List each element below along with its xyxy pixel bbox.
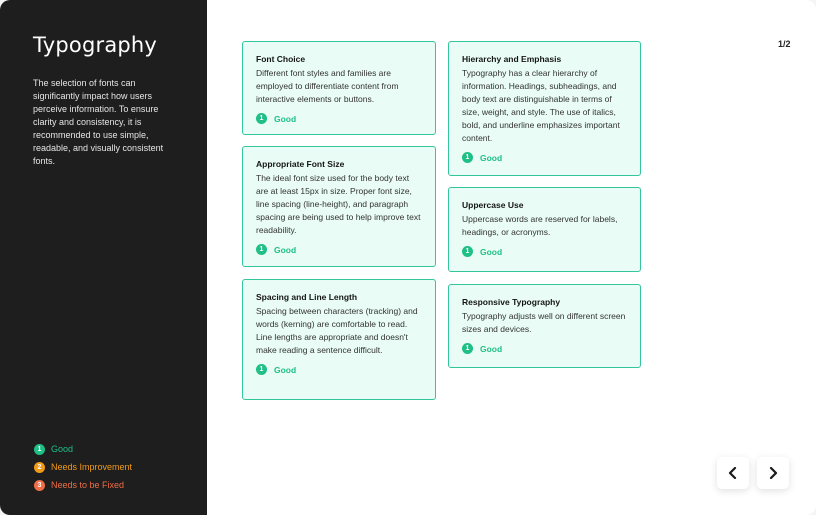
status-label: Good: [480, 246, 503, 257]
good-badge-icon: 1: [256, 364, 267, 375]
card-description: Different font styles and families are employed to differentiate content from interactive elements or buttons.: [256, 68, 399, 104]
legend-label-needs-fix: Needs to be Fixed: [51, 480, 125, 490]
sidebar-description: The selection of fonts can significantly impact how users perceive information. To ensure clarity and consistency, it is recommended to use simple, readable, and visually consistent fonts.: [33, 78, 164, 166]
card-description: Uppercase words are reserved for labels, headings, or acronyms.: [462, 214, 618, 237]
good-badge-icon: 1: [462, 343, 473, 354]
checklist-card-font-size: [242, 146, 436, 267]
legend-item-good: [34, 440, 132, 458]
card-description: The ideal font size used for the body text are at least 15px in size. Proper font size, line spacing (line-height), and paragraph spacing are being used to help improve text readability.: [256, 173, 421, 235]
status-label: Good: [274, 364, 297, 375]
good-badge-icon: 1: [256, 244, 267, 255]
chevron-right-icon: [768, 467, 778, 479]
status-label: Good: [480, 343, 503, 354]
status-badge: [256, 364, 422, 375]
status-badge: [256, 244, 422, 255]
checklist-card-uppercase: [448, 187, 641, 272]
legend-item-needs-fix: [34, 476, 132, 494]
good-badge-icon: 1: [462, 152, 473, 163]
chevron-left-icon: [728, 467, 738, 479]
needs-improvement-badge-icon: 2: [34, 462, 45, 473]
previous-page-button[interactable]: [717, 457, 749, 489]
legend-item-needs-improvement: [34, 458, 132, 476]
legend-label-needs-improvement: Needs Improvement: [51, 462, 133, 472]
status-label: Good: [274, 244, 297, 255]
status-legend: [34, 440, 132, 494]
checklist-card-hierarchy: [448, 41, 641, 176]
checklist-card-font-choice: [242, 41, 436, 135]
status-badge: [462, 246, 627, 257]
card-title: Hierarchy and Emphasis: [462, 54, 562, 64]
card-title: Spacing and Line Length: [256, 292, 358, 302]
good-badge-icon: 1: [34, 444, 45, 455]
status-badge: [462, 343, 627, 354]
good-badge-icon: 1: [462, 246, 473, 257]
card-title: Appropriate Font Size: [256, 159, 345, 169]
checklist-card-spacing: [242, 279, 436, 400]
status-label: Good: [274, 113, 297, 124]
checklist-card-responsive: [448, 284, 641, 368]
needs-fix-badge-icon: 3: [34, 480, 45, 491]
legend-label-good: Good: [51, 444, 74, 454]
card-title: Uppercase Use: [462, 200, 524, 210]
status-badge: [462, 152, 627, 163]
good-badge-icon: 1: [256, 113, 267, 124]
card-description: Typography adjusts well on different screen sizes and devices.: [462, 311, 626, 334]
card-title: Responsive Typography: [462, 297, 561, 307]
status-label: Good: [480, 152, 503, 163]
card-title: Font Choice: [256, 54, 306, 64]
status-badge: [256, 113, 422, 124]
page-indicator: 1/2: [778, 39, 791, 49]
page-title: Typography: [33, 33, 158, 57]
card-description: Spacing between characters (tracking) and words (kerning) are comfortable to read. Line lengths are appropriate and doesn't make reading a sentence difficult.: [256, 306, 418, 355]
sidebar: [0, 0, 207, 515]
next-page-button[interactable]: [757, 457, 789, 489]
card-description: Typography has a clear hierarchy of information. Headings, subheadings, and body text are distinguishable in terms of size, weight, and style. The use of italics, bold, and underline emphasizes important content.: [462, 68, 620, 143]
